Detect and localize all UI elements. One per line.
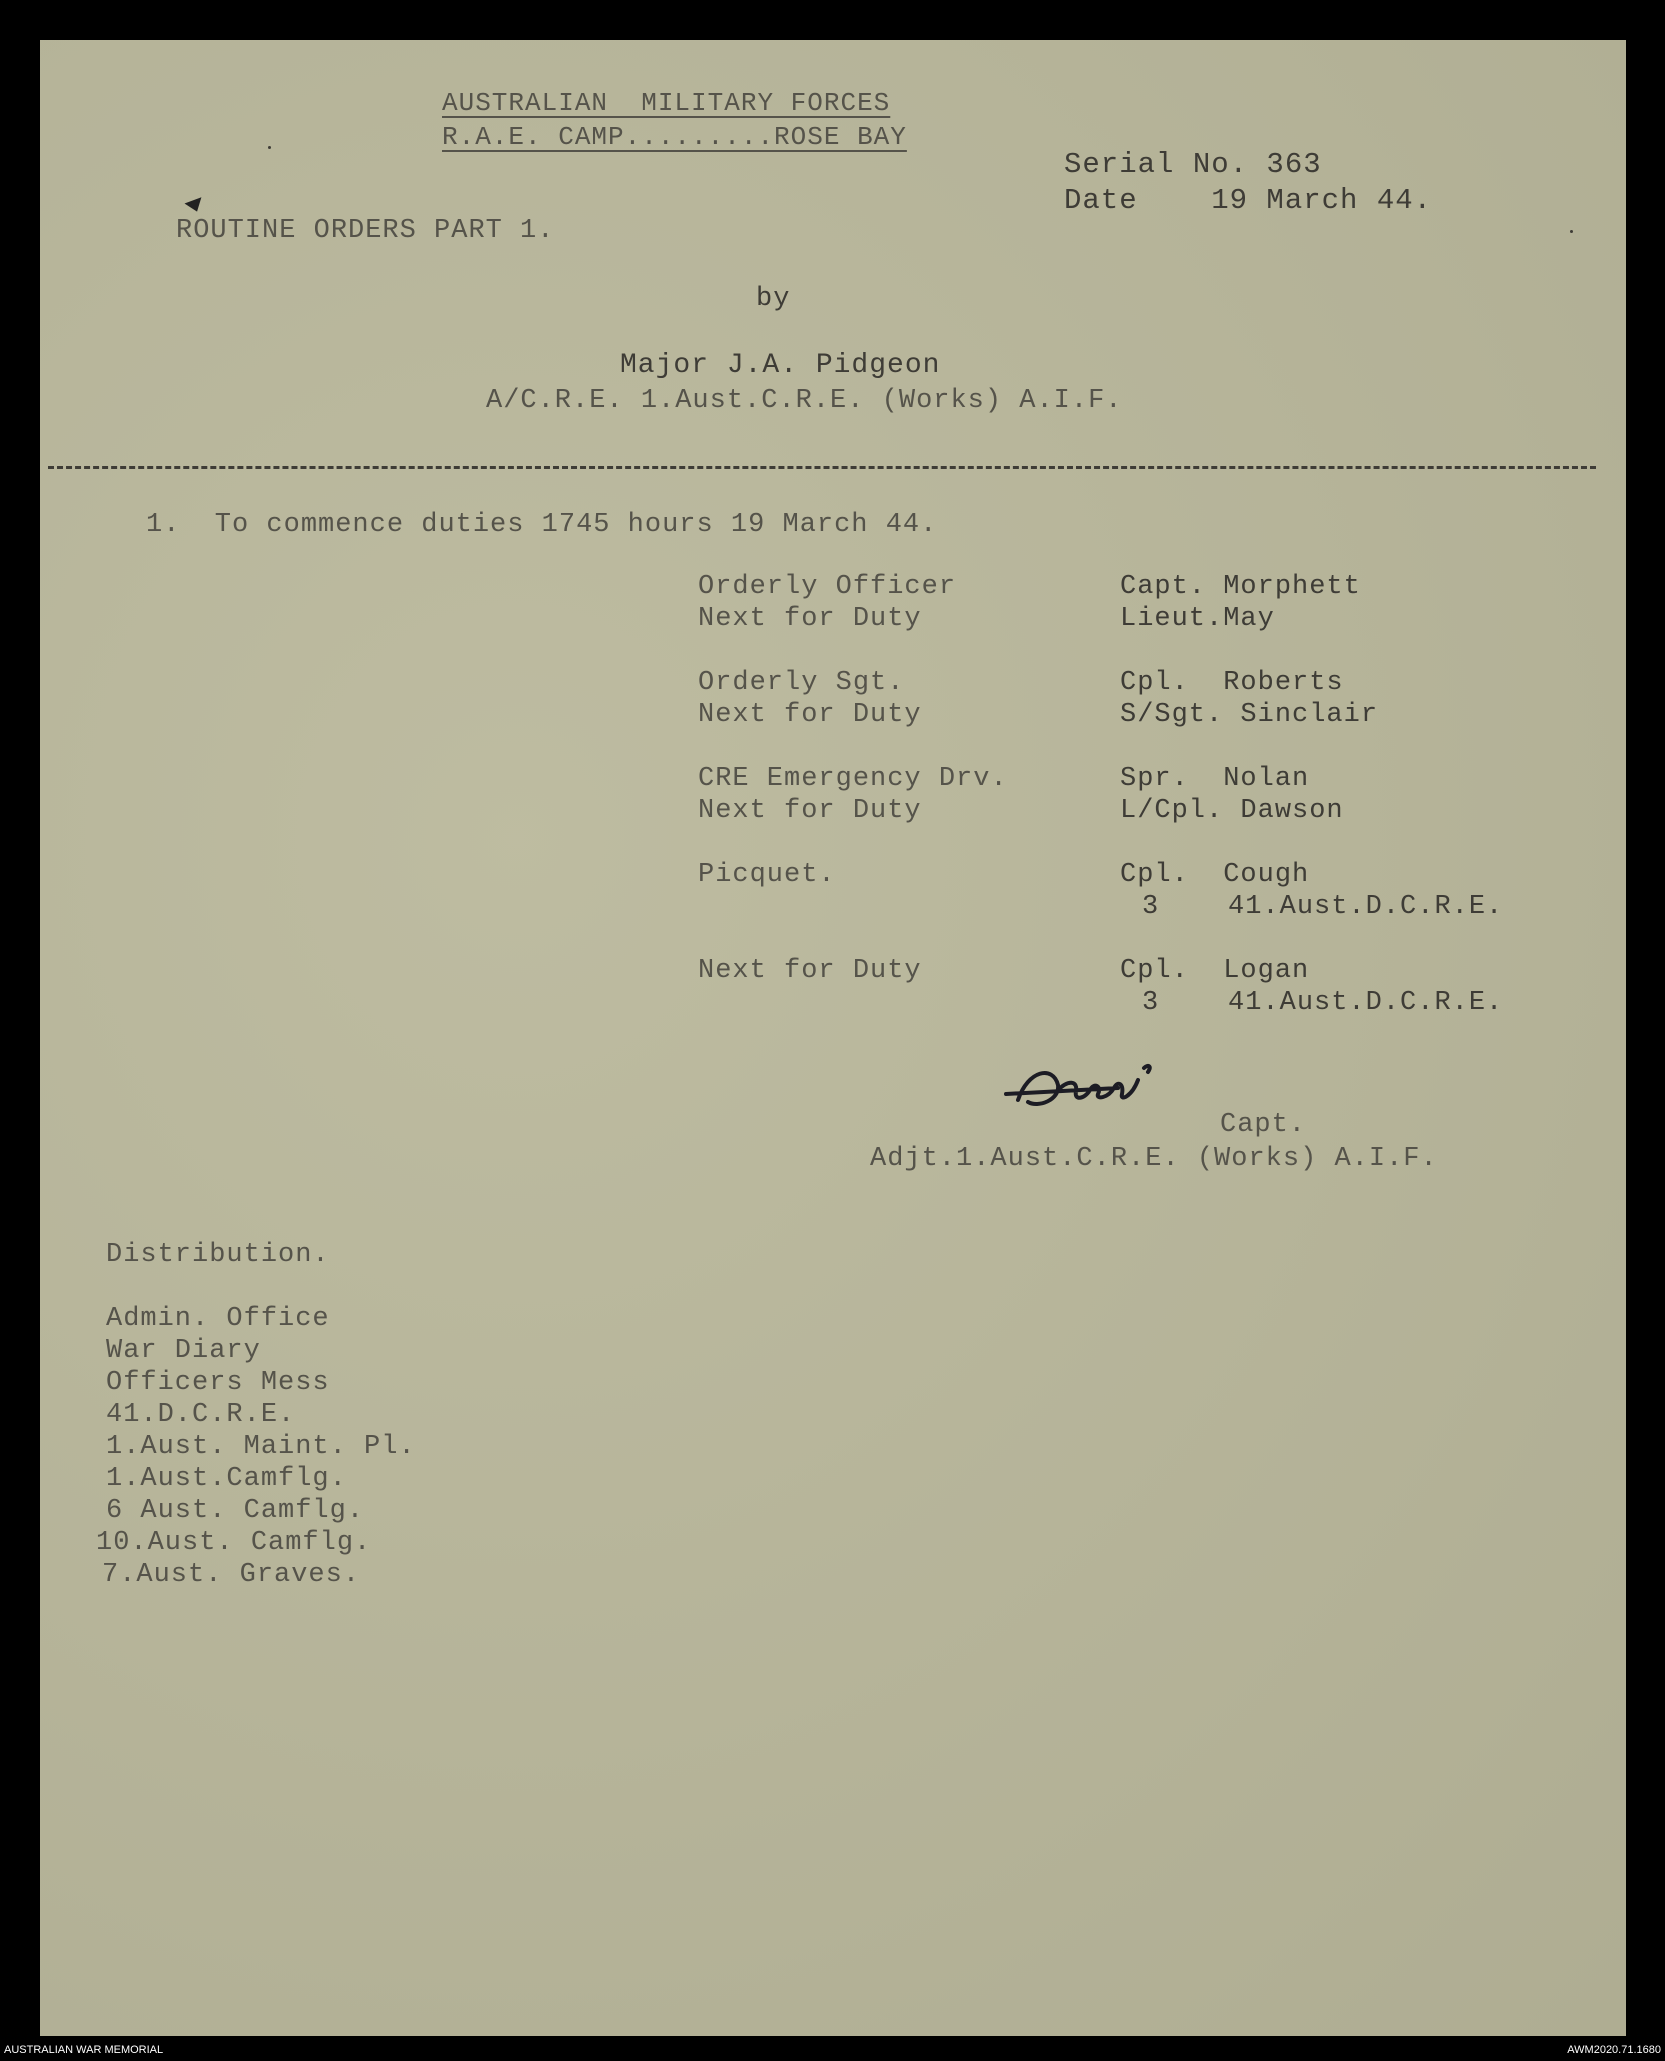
duty-name: Capt. Morphett (1120, 572, 1361, 602)
distribution-item: Admin. Office (106, 1304, 330, 1334)
signatory-rank: Capt. (1220, 1110, 1307, 1140)
org-line: AUSTRALIAN MILITARY FORCES (442, 88, 891, 118)
serial-number: Serial No. 363 (1064, 148, 1322, 181)
duty-unit: 3 41.Aust.D.C.R.E. (1142, 892, 1504, 922)
distribution-item: 41.D.C.R.E. (106, 1400, 296, 1430)
distribution-item: 10.Aust. Camflg. (96, 1528, 372, 1558)
distribution-item: 7.Aust. Graves. (102, 1560, 361, 1590)
handwritten-signature (998, 1050, 1178, 1130)
footer-credit: AUSTRALIAN WAR MEMORIAL (4, 2044, 164, 2056)
duty-role: CRE Emergency Drv. (698, 764, 1008, 794)
camp-line: R.A.E. CAMP.........ROSE BAY (442, 122, 907, 152)
duty-role: Next for Duty (698, 604, 922, 634)
duty-role: Orderly Officer (698, 572, 957, 602)
duty-name: Lieut.May (1120, 604, 1275, 634)
distribution-item: 1.Aust. Maint. Pl. (106, 1432, 416, 1462)
paper-speck (268, 146, 271, 149)
distribution-item: 1.Aust.Camflg. (106, 1464, 347, 1494)
duty-role: Picquet. (698, 860, 836, 890)
duty-name: Spr. Nolan (1120, 764, 1310, 794)
item-1: 1. To commence duties 1745 hours 19 March 44. (146, 510, 938, 540)
duty-name: Cpl. Cough (1120, 860, 1310, 890)
duty-role: Orderly Sgt. (698, 668, 905, 698)
distribution-item: Officers Mess (106, 1368, 330, 1398)
order-date: Date 19 March 44. (1064, 184, 1433, 217)
duty-name: Cpl. Roberts (1120, 668, 1344, 698)
officer-name: Major J.A. Pidgeon (620, 350, 941, 381)
distribution-item: 6 Aust. Camflg. (106, 1496, 365, 1526)
orders-title: ROUTINE ORDERS PART 1. (176, 216, 555, 246)
footer-accession-number: AWM2020.71.1680 (1567, 2044, 1661, 2056)
document-sheet (40, 40, 1626, 2036)
duty-role: Next for Duty (698, 956, 922, 986)
distribution-heading: Distribution. (106, 1240, 330, 1270)
paper-speck (1570, 230, 1573, 233)
duty-name: Cpl. Logan (1120, 956, 1310, 986)
duty-name: S/Sgt. Sinclair (1120, 700, 1379, 730)
separator-rule (48, 466, 1596, 469)
duty-role: Next for Duty (698, 796, 922, 826)
signatory-appointment: Adjt.1.Aust.C.R.E. (Works) A.I.F. (870, 1144, 1438, 1174)
duty-role: Next for Duty (698, 700, 922, 730)
officer-title: A/C.R.E. 1.Aust.C.R.E. (Works) A.I.F. (486, 386, 1123, 416)
corner-mark (184, 197, 205, 214)
distribution-item: War Diary (106, 1336, 261, 1366)
duty-unit: 3 41.Aust.D.C.R.E. (1142, 988, 1504, 1018)
by-line: by (756, 284, 791, 314)
duty-name: L/Cpl. Dawson (1120, 796, 1344, 826)
